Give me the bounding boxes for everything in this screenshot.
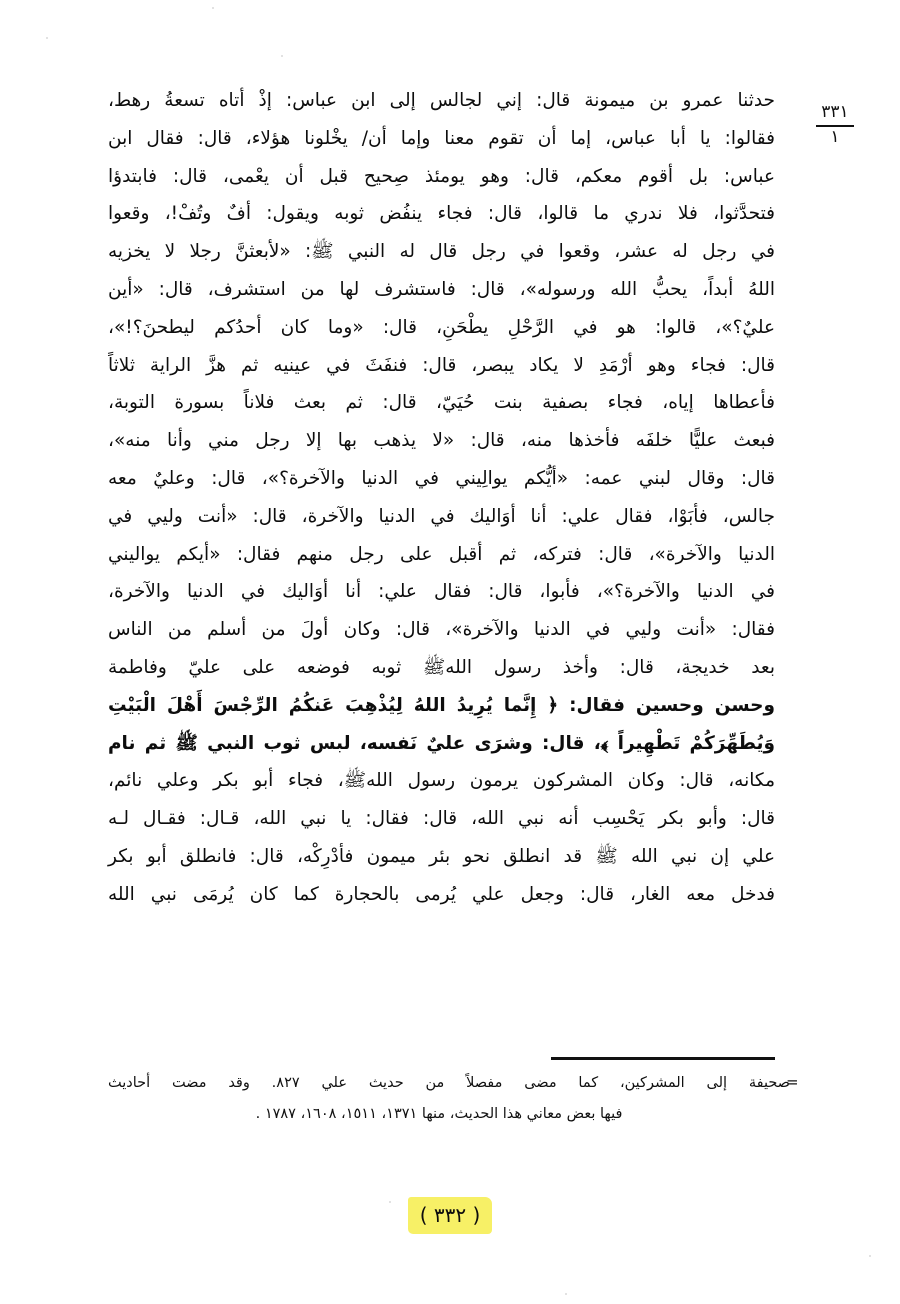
footnote-line: صحيفة إلى المشركين، كما مضى مفصلاً من حديث علي ٨٢٧. وقد مضت أحاديث xyxy=(108,1075,790,1091)
footnote-line: فيها بعض معاني هذا الحديث، منها ١٣٧١، ١٥١١، ١٦٠٨، ١٧٨٧ . xyxy=(255,1106,623,1122)
margin-note-denominator: ١ xyxy=(830,126,840,147)
body-line: فقال: «أنت وليي في الدنيا والآخرة»، قال: وكان أولَ من أسلم من الناس xyxy=(108,619,775,641)
body-line: قال: فجاء وهو أرْمَدِ لا يكاد يبصر، قال: فنفَثَ في عينيه ثم هزَّ الراية ثلاثاً xyxy=(108,354,775,376)
footnote-separator-rule xyxy=(551,1057,775,1060)
scan-speckle xyxy=(281,55,283,57)
body-line: قال: وقال لبني عمه: «أيُّكم يوالِيني في الدنيا والآخرة؟»، قال: وعليٌ معه xyxy=(108,467,775,489)
body-line: حدثنا عمرو بن ميمونة قال: إني لجالس إلى ابن عباس: إذْ أتاه تسعةُ رهط، xyxy=(108,90,775,111)
body-line-quran-verse: وحسن وحسين فقال: ﴿ إِنَّما يُرِيدُ اللهُ لِيُذْهِبَ عَنكُمُ الرِّجْسَ أَهْلَ الْبَيْتِ xyxy=(108,694,775,716)
body-line: بعد خديجة، قال: وأخذ رسول اللهﷺ ثوبه فوضعه على عليّ وفاطمة xyxy=(108,656,775,678)
scan-speckle xyxy=(565,1293,567,1295)
margin-reference-note xyxy=(800,104,870,147)
body-line: في رجل له عشر، وقعوا في رجل قال له النبي ﷺ: «لأبعثنَّ رجلا لا يخزيه xyxy=(108,241,775,263)
scan-speckle xyxy=(46,37,48,39)
body-line: عليٌ؟»، قالوا: هو في الرَّحْلِ يطْحَنِ، قال: «وما كان أحدُكم ليطحنَ؟!»، xyxy=(108,316,775,338)
body-line: الدنيا والآخرة»، قال: فتركه، ثم أقبل على رجل منهم فقال: «أيكم يواليني xyxy=(108,543,775,565)
scan-speckle xyxy=(869,1255,871,1257)
body-line: فبعث عليًّا خلفَه فأخذها منه، قال: «لا يذهب بها إلا رجل مني وأنا منه»، xyxy=(108,430,775,452)
footnote-block xyxy=(108,1068,790,1130)
body-line: فدخل معه الغار، قال: وجعل علي يُرمى بالحجارة كما كان يُرمَى نبي الله xyxy=(108,883,775,905)
body-line: فتحدَّثوا، فلا ندري ما قالوا، قال: فجاء ينفُض ثوبه ويقول: أفٌ وتُفْ!، وقعوا xyxy=(108,203,775,225)
page-number: ( ٣٣٢ ) xyxy=(408,1197,493,1234)
margin-note-numerator: ٣٣١ xyxy=(821,102,849,122)
body-line-quran-verse: وَيُطَهِّرَكُمْ تَطْهِيراً ﴾، قال: وشرَى عليٌ نَفسه، لبس ثوب النبي ﷺ ثم نام xyxy=(108,732,775,754)
body-line: علي إن نبي الله ﷺ قد انطلق نحو بئر ميمون فأدْرِكْه، قال: فانطلق أبو بكر xyxy=(108,845,775,867)
hadith-body-text xyxy=(108,82,775,914)
body-line: فقالوا: يا أبا عباس، إما أن تقوم معنا وإما أن/ يخْلونا هؤلاء، قال: فقال ابن xyxy=(108,127,775,149)
page-number-container xyxy=(0,1197,900,1234)
body-line: مكانه، قال: وكان المشركون يرمون رسول اللهﷺ، فجاء أبو بكر وعلي نائم، xyxy=(108,770,775,792)
body-line: اللهُ أبداً، يحبُّ الله ورسوله»، قال: فاستشرف لها من استشرف، قال: «أين xyxy=(108,278,775,300)
scan-speckle xyxy=(212,7,214,9)
body-line: قال: وأبو بكر يَحْسِب أنه نبي الله، قال: فقال: يا نبي الله، قـال: فقـال لـه xyxy=(108,808,775,830)
footnote-continuation-marker: = xyxy=(786,1073,799,1091)
body-line: في الدنيا والآخرة؟»، فأبوا، قال: فقال علي: أنا أوَاليك في الدنيا والآخرة، xyxy=(108,581,775,603)
body-line: جالس، فأبَوْا، فقال علي: أنا أوَاليك في الدنيا والآخرة، قال: «أنت وليي في xyxy=(108,505,775,527)
body-line: فأعطاها إياه، فجاء بصفية بنت حُيَيّ، قال: ثم بعث فلاناً بسورة التوبة، xyxy=(108,392,775,414)
body-line: عباس: بل أقوم معكم، قال: وهو يومئذ صِحيح قبل أن يعْمى، قال: فابتدؤا xyxy=(108,165,775,187)
